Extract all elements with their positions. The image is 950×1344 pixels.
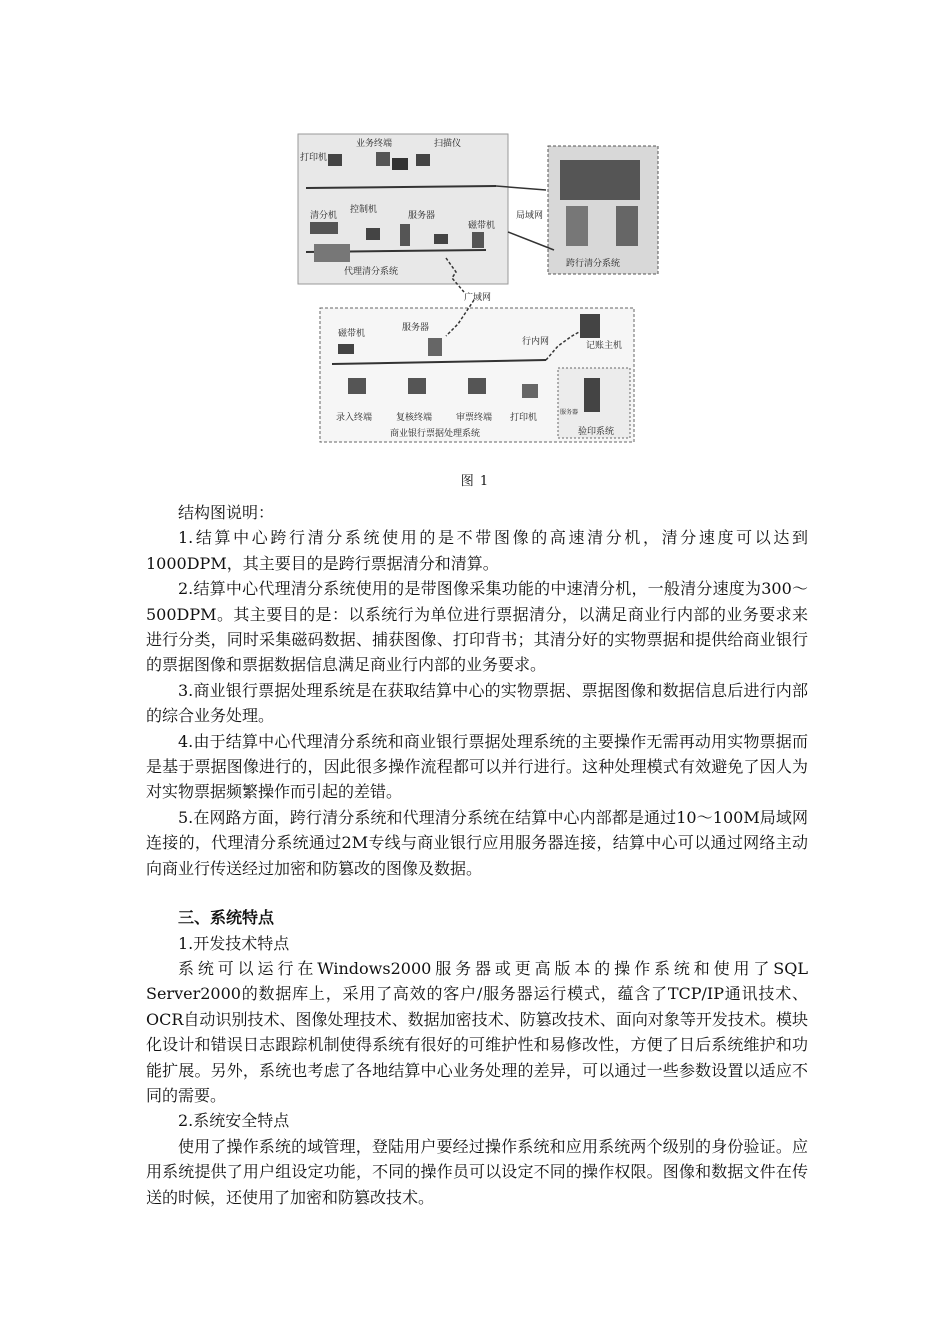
label-audit-terminal: 审票终端 [456,413,493,423]
ledger-host-device [580,314,600,338]
label-interbank-system: 跨行清分系统 [566,259,621,269]
paragraph: 3.商业银行票据处理系统是在获取结算中心的实物票据、票据图像和数据信息后进行内部的综合业务处理。 [146,680,808,726]
label-wan: 广域网 [464,293,492,303]
label-server2: 服务器 [402,323,430,333]
sorter-device [310,222,338,234]
section-title: 三、系统特点 [178,908,275,928]
cabinet-device [560,160,640,200]
label-tape: 磁带机 [468,221,496,231]
label-scanner: 扫描仪 [434,139,462,149]
paragraph: 系统可以运行在Windows2000服务器或更高版本的操作系统和使用了SQL Server2000的数据库上，采用了高效的客户/服务器运行模式，蕴含了TCP/IP通讯技术、OCR自动识别技术、图像处理技术、数据加密技术、防篡改技术、面向对象等开发技术。模块化设计和错误日志跟踪机制使得系统有很好的可维护性和易修改性，方便了日后系统维护和功能扩展。另外，系统也考虑了各地结算中心业务处理的差异，可以通过一些参数设置以适应不同的需要。 [146,958,808,1105]
intro-text: 结构图说明： [178,503,275,522]
server-device [428,338,442,356]
printer-device [522,384,538,398]
server-device [434,234,448,244]
label-agent-system: 代理清分系统 [344,267,399,277]
label-printer-bottom: 打印机 [510,413,538,423]
paragraph: 4.由于结算中心代理清分系统和商业银行票据处理系统的主要操作无需再动用实物票据而是基于票据图像进行的，因此很多操作流程都可以并行进行。这种处理模式有效避免了因人为对实物票据频繁操作而引起的差错。 [146,731,808,802]
server-device [400,224,410,246]
sorter-device [314,244,350,262]
paragraph: 1.结算中心跨行清分系统使用的是不带图像的高速清分机，清分速度可以达到1000DPM，其主要目的是跨行票据清分和清算。 [146,528,808,573]
terminal-device [468,378,486,394]
printer-device [328,154,342,166]
label-printer-top: 打印机 [300,153,328,163]
terminal-device [348,378,366,394]
subsection-title: 2.系统安全特点 [178,1111,290,1131]
controller-device [366,228,380,240]
terminal-device [392,158,408,170]
seal-server-device [584,378,600,412]
paragraph: 使用了操作系统的域管理，登陆用户要经过操作系统和应用系统两个级别的身份验证。应用系统提供了用户组设定功能，不同的操作员可以设定不同的操作权限。图像和数据文件在传送的时候，还使用了加密和防篡改技术。 [146,1136,808,1207]
label-tape2: 磁带机 [338,329,366,339]
label-seal-server: 服务器 [560,409,579,416]
tape-device [338,344,354,354]
terminal-device [408,378,426,394]
terminal-device [376,152,390,166]
scanner-device [416,154,430,166]
paragraph: 2.结算中心代理清分系统使用的是带图像采集功能的中速清分机，一般清分速度为300～500DPM。其主要目的是：以系统行为单位进行票据清分，以满足商业行内部的业务要求来进行分类，同时采集磁码数据、捕获图像、打印背书；其清分好的实物票据和提供给商业银行的票据图像和票据数据信息满足商业行内部的业务要求。 [146,579,808,675]
label-lan: 局域网 [516,211,544,221]
label-server: 服务器 [408,211,436,221]
label-sorter: 清分机 [310,211,338,221]
label-entry-terminal: 录入终端 [336,413,373,423]
label-ledger-host: 记账主机 [586,341,623,351]
subsection-title: 1.开发技术特点 [178,933,290,953]
label-seal-system: 验印系统 [578,427,615,437]
cabinet-device [566,206,588,246]
cabinet-device [616,206,638,246]
body-text [146,500,808,1210]
label-bank-system: 商业银行票据处理系统 [390,429,481,439]
label-business-terminal: 业务终端 [356,139,393,149]
network-diagram [296,132,662,450]
label-review-terminal: 复核终端 [396,413,433,423]
label-controller: 控制机 [350,205,378,215]
tape-device [472,232,484,248]
paragraph: 5.在网路方面，跨行清分系统和代理清分系统在结算中心内部都是通过10～100M局域网连接的，代理清分系统通过2M专线与商业银行应用服务器连接，结算中心可以通过网络主动向商业行传送经过加密和防篡改的图像及数据。 [146,807,808,878]
label-intranet: 行内网 [522,337,550,347]
figure-caption: 图 1 [460,474,490,489]
